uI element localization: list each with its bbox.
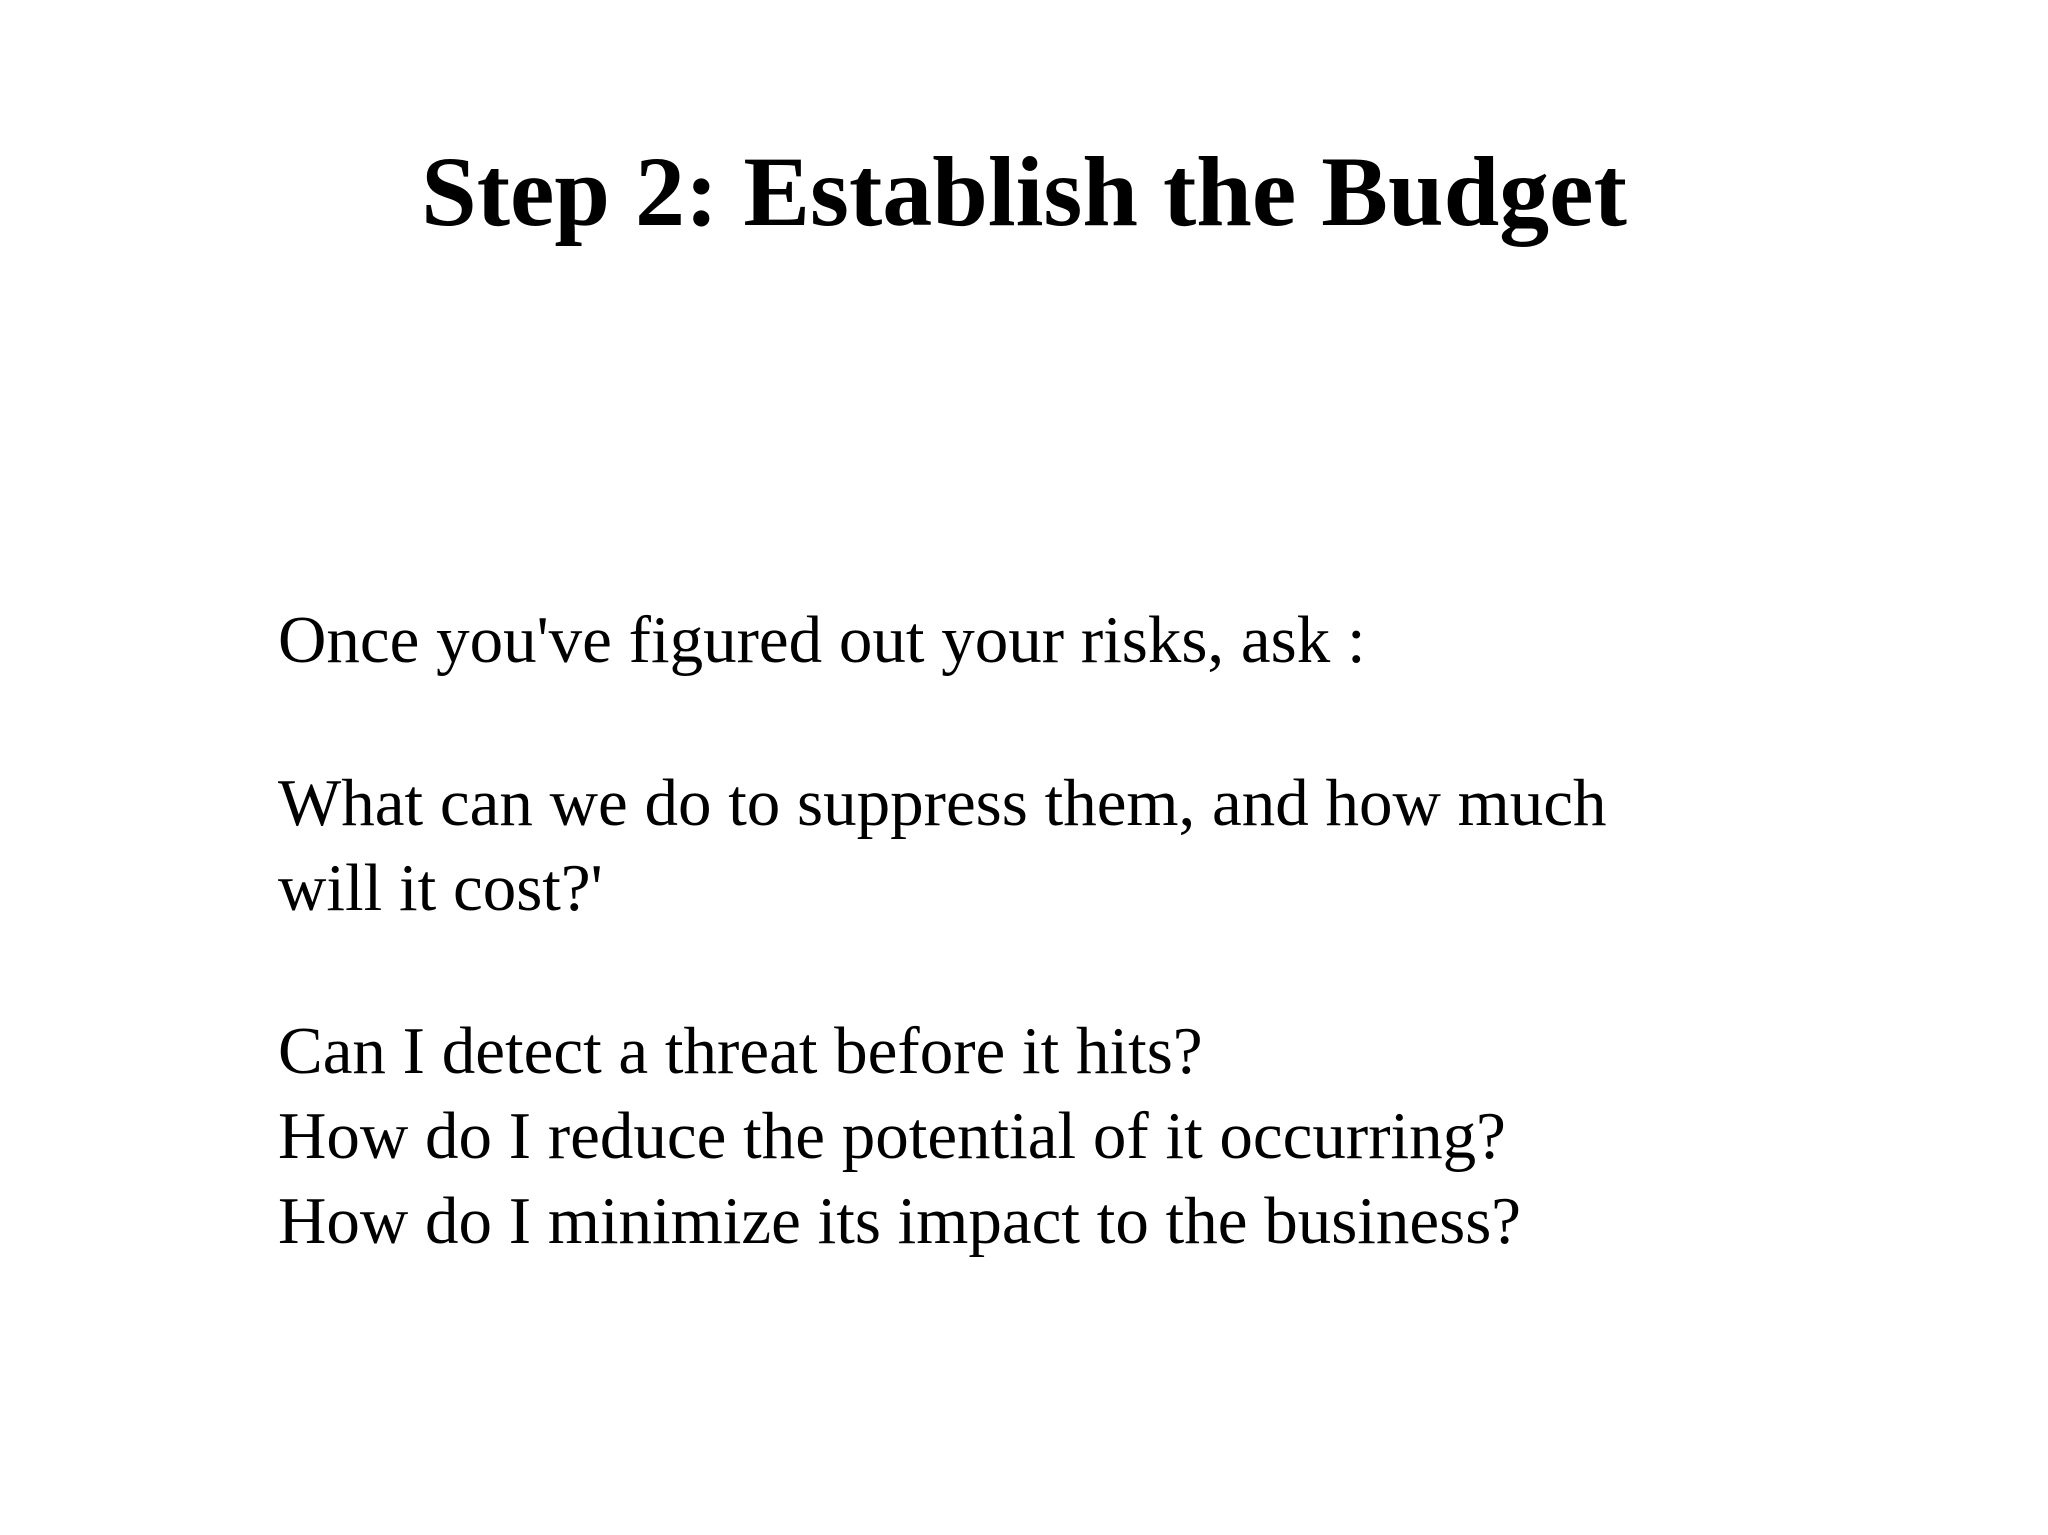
paragraph-spacer: [278, 683, 1838, 761]
question-item: How do I minimize its impact to the business?: [278, 1184, 1522, 1258]
question-item: Can I detect a threat before it hits?: [278, 1014, 1203, 1088]
question-item: How do I reduce the potential of it occurring?: [278, 1099, 1506, 1173]
question-line-1: What can we do to suppress them, and how much: [278, 766, 1607, 840]
slide-title: Step 2: Establish the Budget: [421, 136, 1627, 247]
slide-body: [278, 598, 1838, 1264]
question-line-2: will it cost?': [278, 851, 603, 925]
intro-text: Once you've figured out your risks, ask :: [278, 603, 1366, 677]
paragraph-spacer: [278, 931, 1838, 1009]
